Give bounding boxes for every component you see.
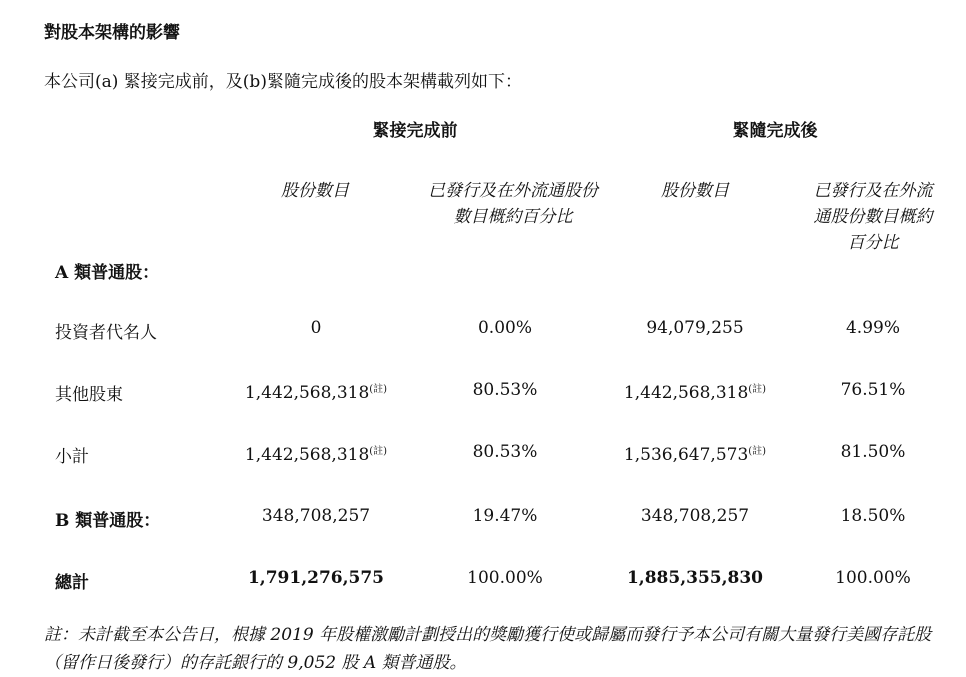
cell-before-percent: 19.47% [472, 506, 538, 526]
cell-before-shares: 1,442,568,318$^{(註)}$ [244, 383, 388, 403]
cell-after-percent: 4.99% [845, 318, 900, 338]
cell-after-percent: 18.50% [840, 506, 906, 526]
row-label-class-b: B 類普通股： [55, 511, 161, 531]
note-marker: (註) [369, 446, 388, 457]
row-label-other-shareholders: 其他股東 [55, 385, 123, 405]
cell-before-shares: 0 [310, 318, 322, 338]
col-header-after-shares: 股份數目 [661, 181, 729, 201]
cell-after-shares: 94,079,255 [646, 318, 744, 338]
cell-before-shares: 1,442,568,318$^{(註)}$ [244, 445, 388, 465]
row-label-subtotal: 小計 [55, 447, 89, 467]
note-marker: (註) [748, 446, 767, 457]
col-header-before-percent: 已發行及在外流通股份數目概約百分比 [428, 181, 598, 227]
col-header-after-percent: 已發行及在外流通股份數目概約百分比 [813, 181, 933, 253]
section-label-class-a: A 類普通股： [55, 263, 160, 283]
cell-after-shares: 348,708,257 [640, 506, 750, 526]
cell-after-shares: 1,536,647,573$^{(註)}$ [623, 445, 767, 465]
row-label-total: 總計 [55, 573, 89, 593]
cell-after-shares: 1,442,568,318$^{(註)}$ [623, 383, 767, 403]
note-marker: (註) [748, 384, 767, 395]
cell-after-shares: 1,885,355,830 [626, 568, 764, 588]
row-label-investor-nominee: 投資者代名人 [55, 323, 157, 343]
section-title: 對股本架構的影響 [44, 23, 180, 43]
cell-before-percent: 80.53% [472, 442, 538, 462]
cell-after-percent: 100.00% [835, 568, 911, 588]
cell-after-percent: 76.51% [840, 380, 906, 400]
cell-before-percent: 80.53% [472, 380, 538, 400]
cell-before-shares: 348,708,257 [261, 506, 371, 526]
cell-before-percent: 100.00% [467, 568, 543, 588]
col-header-before-shares: 股份數目 [281, 181, 349, 201]
footnote: 註：未計截至本公告日，根據 2019 年股權激勵計劃授出的獎勵獲行使或歸屬而發行予本公司有關大量發行美國存託股（留作日後發行）的存託銀行的 9,052 股 A 類普通股。 [44, 625, 932, 673]
cell-before-percent: 0.00% [477, 318, 532, 338]
cell-before-shares: 1,791,276,575 [247, 568, 385, 588]
intro-text: 本公司(a) 緊接完成前，及(b)緊隨完成後的股本架構載列如下： [44, 72, 522, 92]
group-header-before: 緊接完成前 [372, 121, 458, 141]
group-header-after: 緊隨完成後 [732, 121, 818, 141]
cell-after-percent: 81.50% [840, 442, 906, 462]
note-marker: (註) [369, 384, 388, 395]
